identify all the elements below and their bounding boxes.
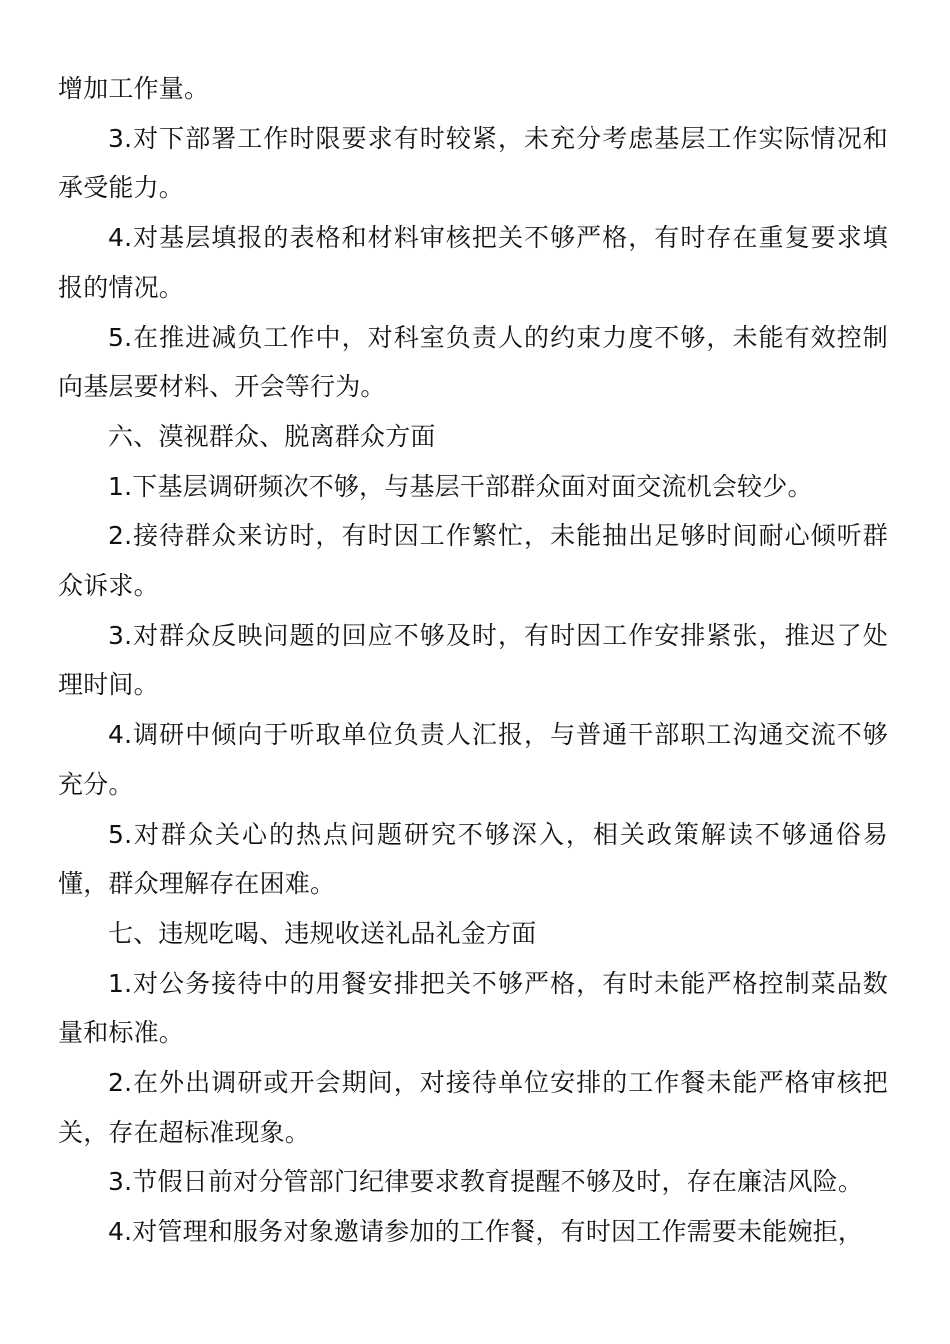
paragraph-item: 2.在外出调研或开会期间，对接待单位安排的工作餐未能严格审核把关，存在超标准现象。 xyxy=(58,1068,888,1147)
section-heading: 六、漠视群众、脱离群众方面 xyxy=(108,421,436,451)
paragraph-continuation: 增加工作量。 xyxy=(58,74,210,103)
paragraph-item: 4.调研中倾向于听取单位负责人汇报，与普通干部职工沟通交流不够充分。 xyxy=(58,720,888,799)
paragraph-item: 1.下基层调研频次不够，与基层干部群众面对面交流机会较少。 xyxy=(108,471,813,501)
paragraph-item: 5.在推进减负工作中，对科室负责人的约束力度不够，未能有效控制向基层要材料、开会等行为。 xyxy=(58,322,888,402)
section-heading: 七、违规吃喝、违规收送礼品礼金方面 xyxy=(108,918,537,948)
paragraph-item: 3.对群众反映问题的回应不够及时，有时因工作安排紧张，推迟了处理时间。 xyxy=(58,620,888,700)
paragraph-item: 4.对基层填报的表格和材料审核把关不够严格，有时存在重复要求填报的情况。 xyxy=(58,223,888,302)
paragraph-item: 1.对公务接待中的用餐安排把关不够严格，有时未能严格控制菜品数量和标准。 xyxy=(58,968,888,1048)
paragraph-item: 2.接待群众来访时，有时因工作繁忙，未能抽出足够时间耐心倾听群众诉求。 xyxy=(58,521,888,601)
paragraph-item: 3.节假日前对分管部门纪律要求教育提醒不够及时，存在廉洁风险。 xyxy=(108,1167,864,1197)
paragraph-item: 5.对群众关心的热点问题研究不够深入，相关政策解读不够通俗易懂，群众理解存在困难。 xyxy=(58,819,888,899)
paragraph-item: 3.对下部署工作时限要求有时较紧，未充分考虑基层工作实际情况和承受能力。 xyxy=(58,123,888,203)
document-page xyxy=(58,64,888,1257)
paragraph-item: 4.对管理和服务对象邀请参加的工作餐，有时因工作需要未能婉拒， xyxy=(108,1217,864,1247)
